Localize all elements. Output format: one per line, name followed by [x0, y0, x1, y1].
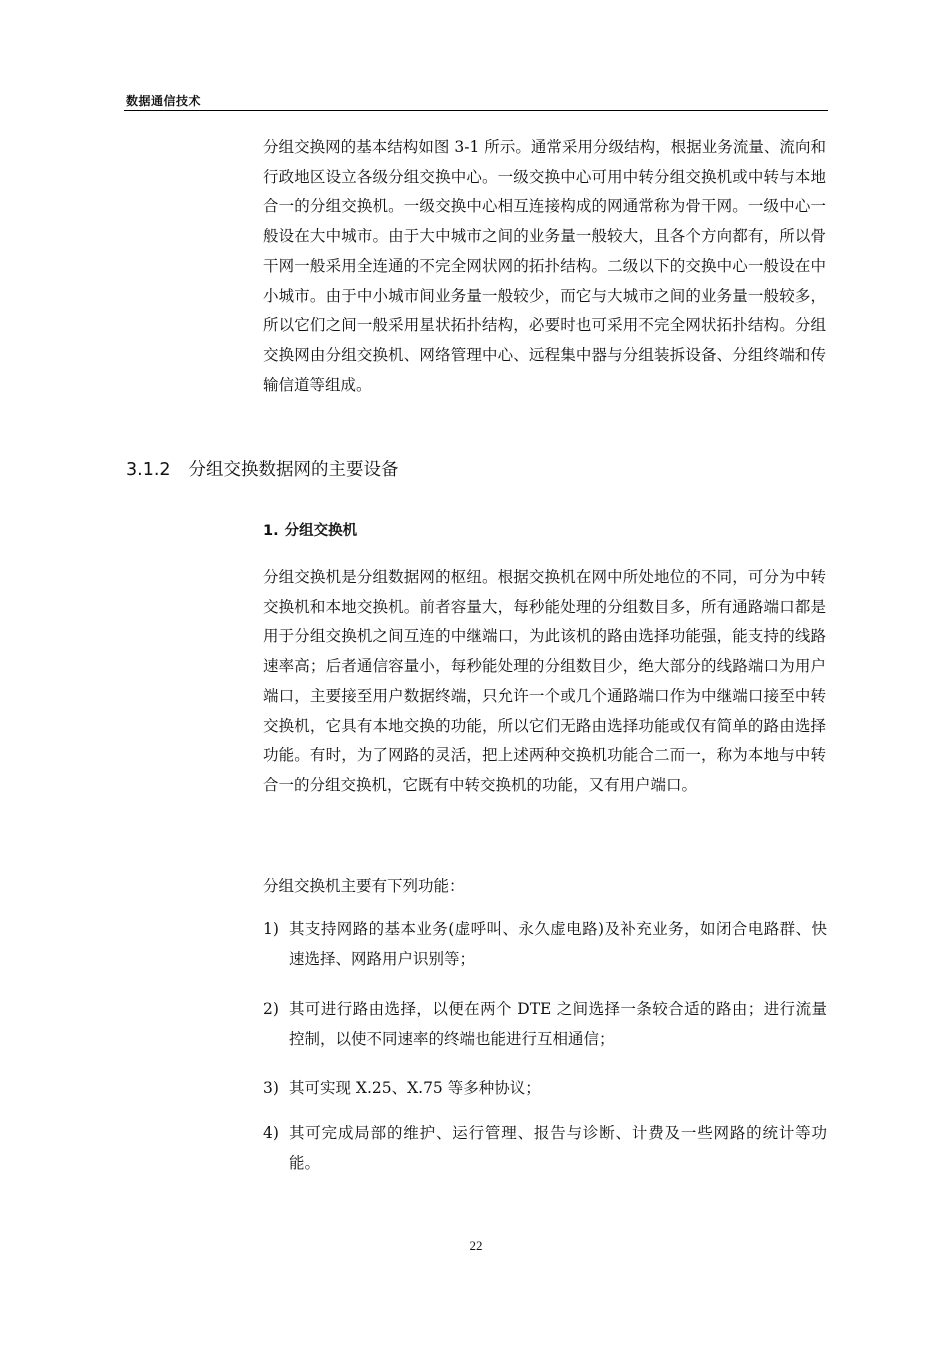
list-item-text: 其可进行路由选择，以便在两个 DTE 之间选择一条较合适的路由；进行流量控制，以使不同速率的终端也能进行互相通信；	[289, 1000, 827, 1048]
list-item-text: 其可完成局部的维护、运行管理、报告与诊断、计费及一些网路的统计等功能。	[289, 1124, 827, 1172]
list-marker: 3)	[263, 1079, 279, 1097]
section-heading	[126, 456, 399, 481]
list-item-text: 其支持网路的基本业务(虚呼叫、永久虚电路)及补充业务，如闭合电路群、快速选择、网路用户识别等；	[289, 920, 827, 968]
subsection-number: 1.	[263, 523, 279, 539]
list-marker: 4)	[263, 1124, 279, 1142]
section-number: 3.1.2	[126, 460, 171, 480]
subsection-heading	[263, 519, 357, 540]
page-number: 22	[469, 1238, 483, 1253]
switch-paragraph: 分组交换机是分组数据网的枢纽。根据交换机在网中所处地位的不同，可分为中转交换机和本地交换机。前者容量大，每秒能处理的分组数目多，所有通路端口都是用于分组交换机之间互连的中继端口，为此该机的路由选择功能强，能支持的线路速率高；后者通信容量小，每秒能处理的分组数目少，绝大部分的线路端口为用户端口，主要接至用户数据终端，只允许一个或几个通路端口作为中继端口接至中转交换机，它具有本地交换的功能，所以它们无路由选择功能或仅有简单的路由选择功能。有时，为了网路的灵活，把上述两种交换机功能合二而一，称为本地与中转合一的分组交换机，它既有中转交换机的功能，又有用户端口。	[263, 568, 826, 794]
running-header	[124, 88, 828, 111]
intro-paragraph: 分组交换网的基本结构如图 3-1 所示。通常采用分级结构，根据业务流量、流向和行政地区设立各级分组交换中心。一级交换中心可用中转分组交换机或中转与本地合一的分组交换机。一级交换中心相互连接构成的网通常称为骨干网。一级中心一般设在大中城市。由于大中城市之间的业务量一般较大，且各个方向都有，所以骨干网一般采用全连通的不完全网状网的拓扑结构。二级以下的交换中心一般设在中小城市。由于中小城市间业务量一般较少，而它与大城市之间的业务量一般较多，所以它们之间一般采用星状拓扑结构，必要时也可采用不完全网状拓扑结构。分组交换网由分组交换机、网络管理中心、远程集中器与分组装拆设备、分组终端和传输信道等组成。	[263, 138, 826, 394]
section-title: 分组交换数据网的主要设备	[188, 460, 399, 480]
header-title: 数据通信技术	[126, 94, 202, 108]
list-marker: 2)	[263, 1000, 279, 1018]
functions-intro: 分组交换机主要有下列功能：	[263, 877, 465, 895]
subsection-title: 分组交换机	[284, 523, 358, 539]
list-item-text: 其可实现 X.25、X.75 等多种协议；	[289, 1079, 541, 1097]
list-marker: 1)	[263, 920, 279, 938]
